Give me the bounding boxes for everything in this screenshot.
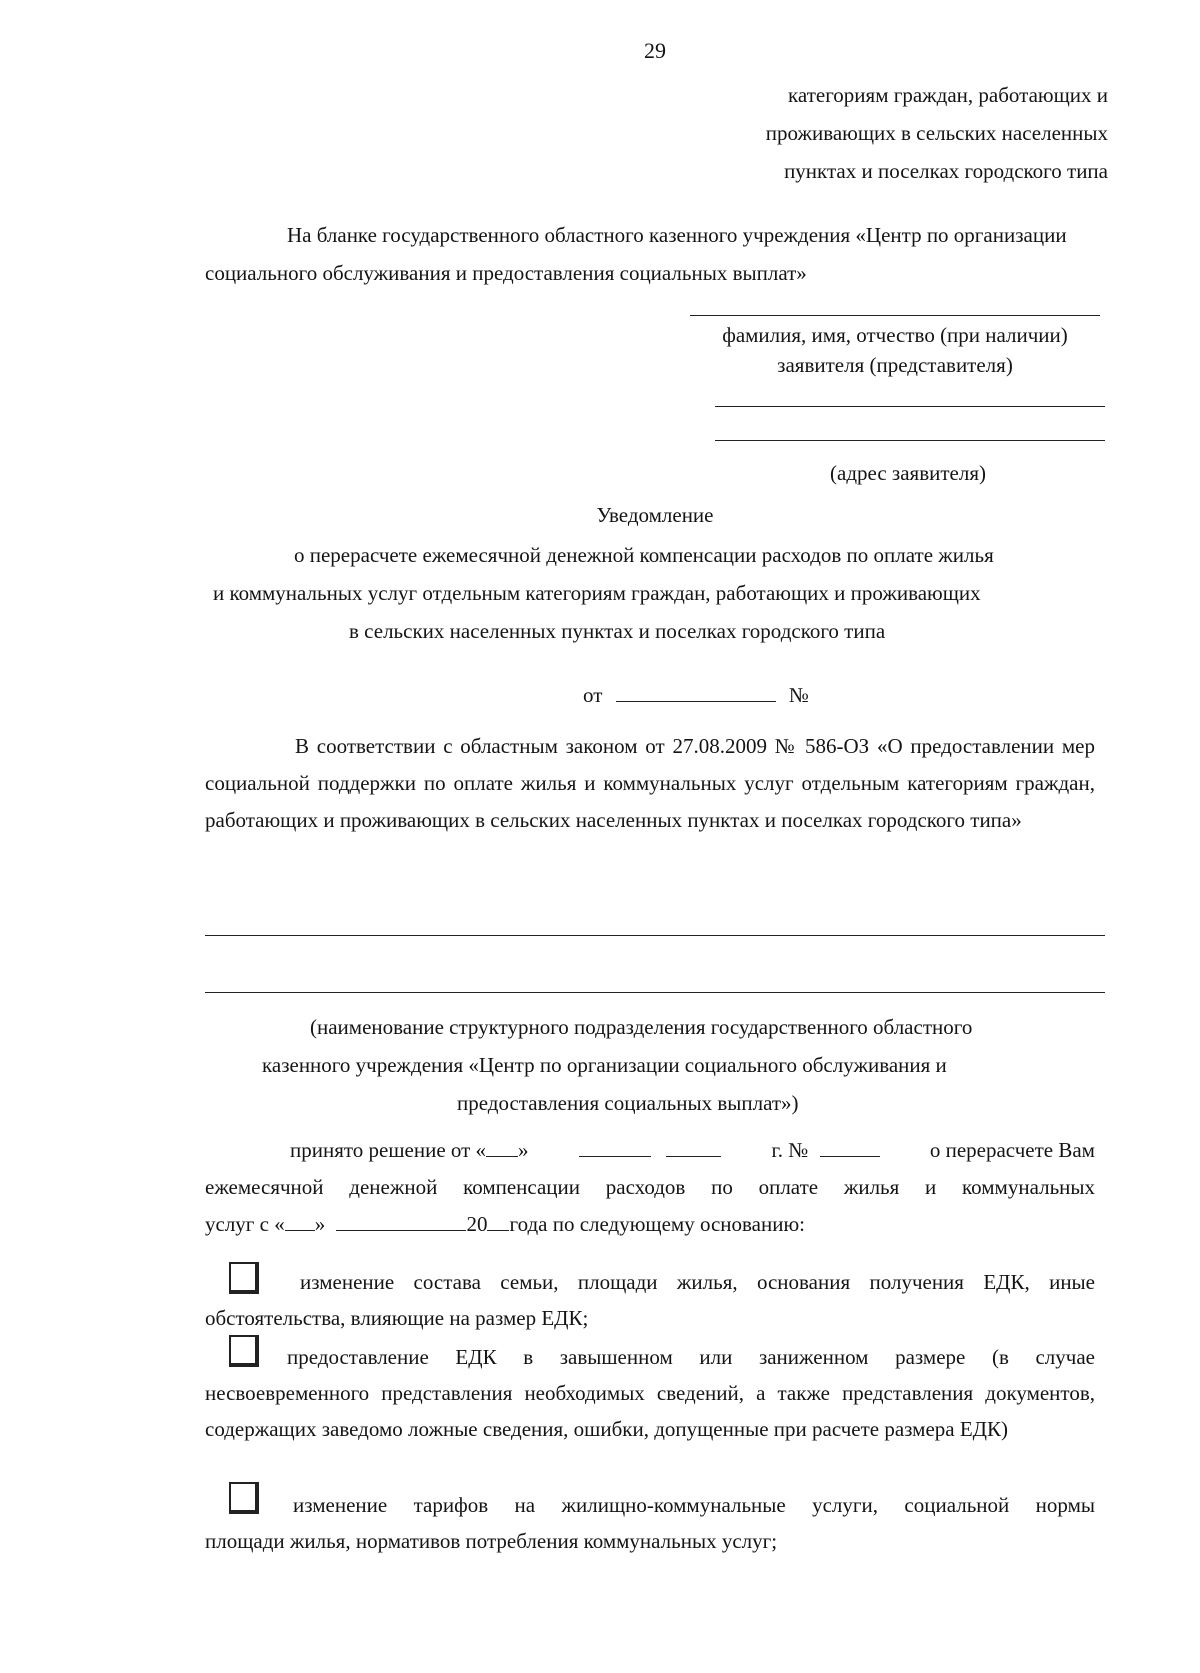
appendix-header-line: категориям граждан, работающих и (788, 83, 1108, 107)
reason-first-line: изменение тарифов на жилищно-коммунальные услуги, социальной нормы (293, 1493, 1095, 1517)
reason-family-change (205, 1264, 1095, 1336)
notice-title: Уведомление (596, 503, 714, 527)
decision-text: года по следующему основанию: (509, 1212, 806, 1236)
address-caption: (адрес заявителя) (830, 461, 986, 485)
caption-line: предоставления социальных выплат») (457, 1091, 799, 1115)
subtitle-line: о перерасчете ежемесячной денежной компенсации расходов по оплате жилья (294, 543, 994, 567)
department-line-2 (205, 992, 1105, 993)
date-blank (616, 683, 776, 702)
department-line-1 (205, 935, 1105, 936)
reason-tariff-change (205, 1487, 1095, 1559)
decision-text: о перерасчете Вам (929, 1138, 1095, 1162)
caption-line: фамилия, имя, отчество (при наличии) (722, 323, 1068, 347)
notice-subtitle (0, 536, 1200, 650)
reason-first-line: предоставление ЕДК в завышенном или заниженном размере (в случае (287, 1345, 1095, 1369)
department-caption (0, 1008, 1200, 1122)
appendix-header (766, 76, 1108, 190)
decision-text: » (314, 1212, 326, 1236)
notice-date-number (583, 680, 809, 710)
number-label: № (788, 683, 809, 707)
decision-line-3 (205, 1206, 1095, 1243)
decision-line-1 (205, 1132, 1095, 1169)
applicant-name-line (690, 315, 1100, 316)
reason-first-line: изменение состава семьи, площади жилья, основания получения ЕДК, иные (300, 1270, 1095, 1294)
decision-block (205, 1132, 1095, 1243)
decision-number-blank (820, 1138, 880, 1157)
reason-rest: несвоевременного представления необходимых сведений, а также представления документов, содержащих заведомо ложные сведения, ошибки, допущенные при расчете размера ЕДК) (205, 1381, 1095, 1441)
year-blank (666, 1138, 721, 1157)
caption-line: заявителя (представителя) (777, 353, 1013, 377)
reason-overpayment (205, 1339, 1095, 1447)
decision-text: г. № (771, 1138, 809, 1162)
day-blank (486, 1138, 518, 1157)
decision-text: принято решение от « (290, 1138, 487, 1162)
address-line-1 (715, 406, 1105, 407)
month-blank (579, 1138, 651, 1157)
from-label: от (583, 683, 603, 707)
subtitle-line: в сельских населенных пунктах и поселках городского типа (349, 619, 886, 643)
decision-text: услуг с « (205, 1212, 285, 1236)
address-line-2 (715, 440, 1105, 441)
reason-rest: площади жилья, нормативов потребления коммунальных услуг; (205, 1529, 778, 1553)
recalc-day-blank (285, 1212, 315, 1231)
decision-text: » (518, 1138, 529, 1162)
caption-line: (наименование структурного подразделения государственного областного (310, 1015, 973, 1039)
caption-line: казенного учреждения «Центр по организации социального обслуживания и (262, 1053, 947, 1077)
applicant-name-caption (680, 320, 1110, 380)
decision-text: 20 (466, 1212, 488, 1236)
appendix-header-line: проживающих в сельских населенных (765, 121, 1108, 145)
appendix-header-line: пунктах и поселках городского типа (784, 159, 1108, 183)
recalc-month-blank (336, 1212, 466, 1231)
recalc-year-blank (487, 1212, 509, 1231)
subtitle-line: и коммунальных услуг отдельным категориям граждан, работающих и проживающих (213, 581, 981, 605)
reason-rest: обстоятельства, влияющие на размер ЕДК; (205, 1306, 589, 1330)
law-paragraph: В соответствии с областным законом от 27.08.2009 № 586-ОЗ «О предоставлении мер социальной поддержки по оплате жилья и коммунальных услуг отдельным категориям граждан, работающих и проживающих в сельских населенных пунктах и поселках городского типа» (205, 734, 1095, 832)
letterhead-note: На бланке государственного областного казенного учреждения «Центр по организации социального обслуживания и предоставления социальных выплат» (205, 223, 1067, 285)
decision-line-2: ежемесячной денежной компенсации расходов по оплате жилья и коммунальных (205, 1175, 1095, 1199)
page-number: 29 (644, 38, 666, 63)
